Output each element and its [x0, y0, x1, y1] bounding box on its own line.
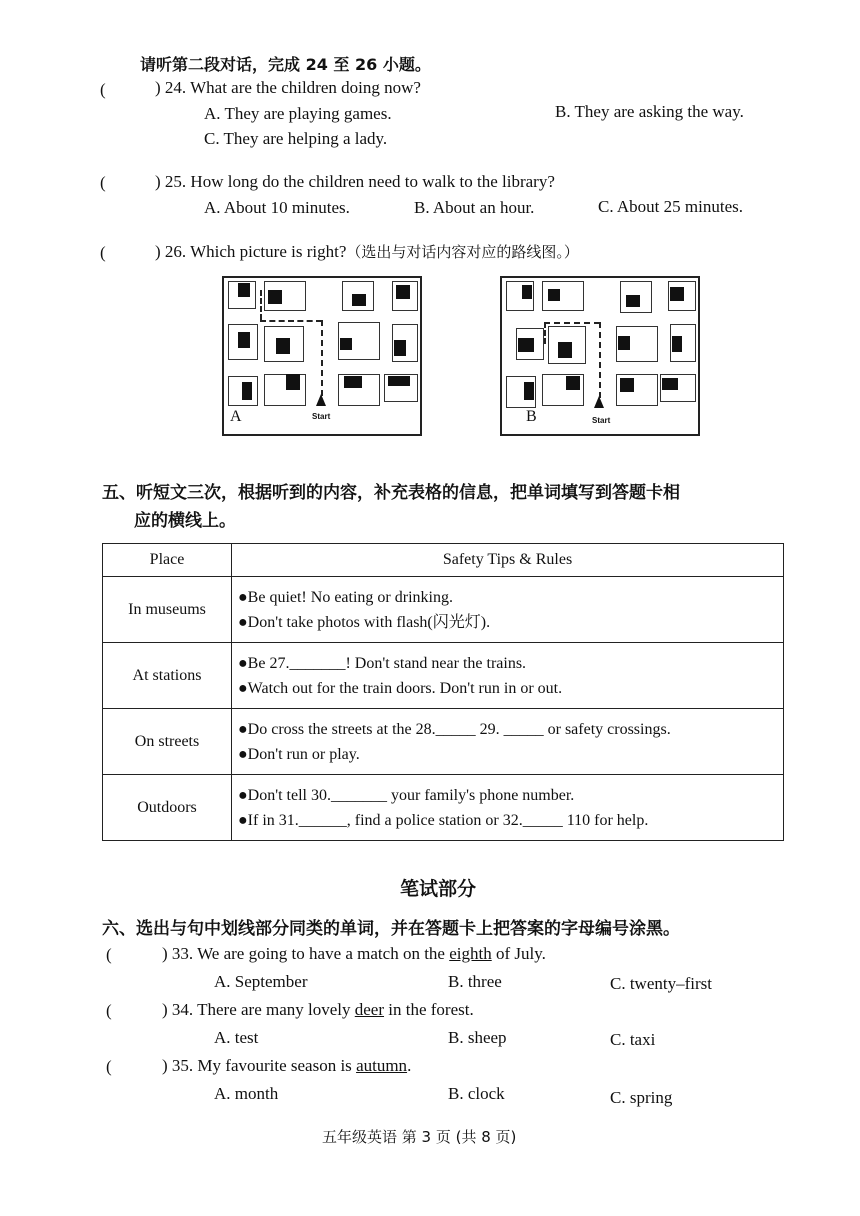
table-row: Outdoors ●Don't tell 30._______ your family's phone number. ●If in 31.______, find a police station or 32._____ 110 for help.	[103, 775, 784, 841]
q33-option-b: B. three	[448, 972, 502, 991]
q25-option-c: C. About 25 minutes.	[598, 197, 743, 216]
question-25-stem: ) 25. How long do the children need to walk to the library?	[155, 172, 555, 191]
map-b-label: B	[526, 408, 537, 425]
question-35-stem: ) 35. My favourite season is autumn.	[162, 1056, 412, 1075]
q24-option-a: A. They are playing games.	[204, 104, 392, 123]
q25-option-a: A. About 10 minutes.	[204, 198, 350, 217]
question-26-stem: ) 26. Which picture is right?（选出与对话内容对应的路线图。）	[155, 242, 579, 261]
q34-option-b: B. sheep	[448, 1028, 507, 1047]
question-33-stem: ) 33. We are going to have a match on the eighth of July.	[162, 944, 546, 963]
route-map-b[interactable]: Start B	[500, 276, 700, 436]
answer-paren-25[interactable]: (	[100, 173, 106, 192]
table-row: On streets ●Do cross the streets at the 28._____ 29. _____ or safety crossings. ●Don't run or play.	[103, 709, 784, 775]
table-row: In museums ●Be quiet! No eating or drinking. ●Don't take photos with flash(闪光灯).	[103, 577, 784, 643]
table-header-tips: Safety Tips & Rules	[232, 544, 784, 577]
part2-instruction: 请听第二段对话，完成 24 至 26 小题。	[140, 55, 431, 74]
answer-paren-26[interactable]: (	[100, 243, 106, 262]
q34-option-c: C. taxi	[610, 1030, 656, 1049]
safety-rules-table	[102, 543, 784, 841]
section-6-title: 六、选出与句中划线部分同类的单词，并在答题卡上把答案的字母编号涂黑。	[102, 919, 680, 939]
q25-option-b: B. About an hour.	[414, 198, 535, 217]
question-34-stem: ) 34. There are many lovely deer in the forest.	[162, 1000, 474, 1019]
q35-option-b: B. clock	[448, 1084, 505, 1103]
table-header-place: Place	[103, 544, 232, 577]
answer-paren-34[interactable]: (	[106, 1001, 112, 1020]
answer-paren-24[interactable]: (	[100, 80, 106, 99]
q35-option-a: A. month	[214, 1084, 279, 1103]
answer-paren-33[interactable]: (	[106, 945, 112, 964]
table-row: At stations ●Be 27._______! Don't stand near the trains. ●Watch out for the train doors. Don't run in or out.	[103, 643, 784, 709]
q34-option-a: A. test	[214, 1028, 259, 1047]
q24-option-b: B. They are asking the way.	[555, 102, 744, 121]
q33-option-a: A. September	[214, 972, 308, 991]
section-5-title: 五、听短文三次，根据听到的内容，补充表格的信息，把单词填写到答题卡相	[102, 483, 680, 503]
written-part-heading: 笔试部分	[400, 878, 477, 900]
page-footer: 五年级英语 第 3 页 (共 8 页)	[322, 1128, 517, 1146]
section-5-title-cont: 应的横线上。	[134, 511, 236, 531]
map-a-label: A	[230, 408, 242, 425]
question-24-stem: ) 24. What are the children doing now?	[155, 78, 421, 97]
route-map-a[interactable]: Start A	[222, 276, 422, 436]
q24-option-c: C. They are helping a lady.	[204, 129, 388, 148]
answer-paren-35[interactable]: (	[106, 1057, 112, 1076]
q33-option-c: C. twenty–first	[610, 974, 712, 993]
q35-option-c: C. spring	[610, 1088, 673, 1107]
